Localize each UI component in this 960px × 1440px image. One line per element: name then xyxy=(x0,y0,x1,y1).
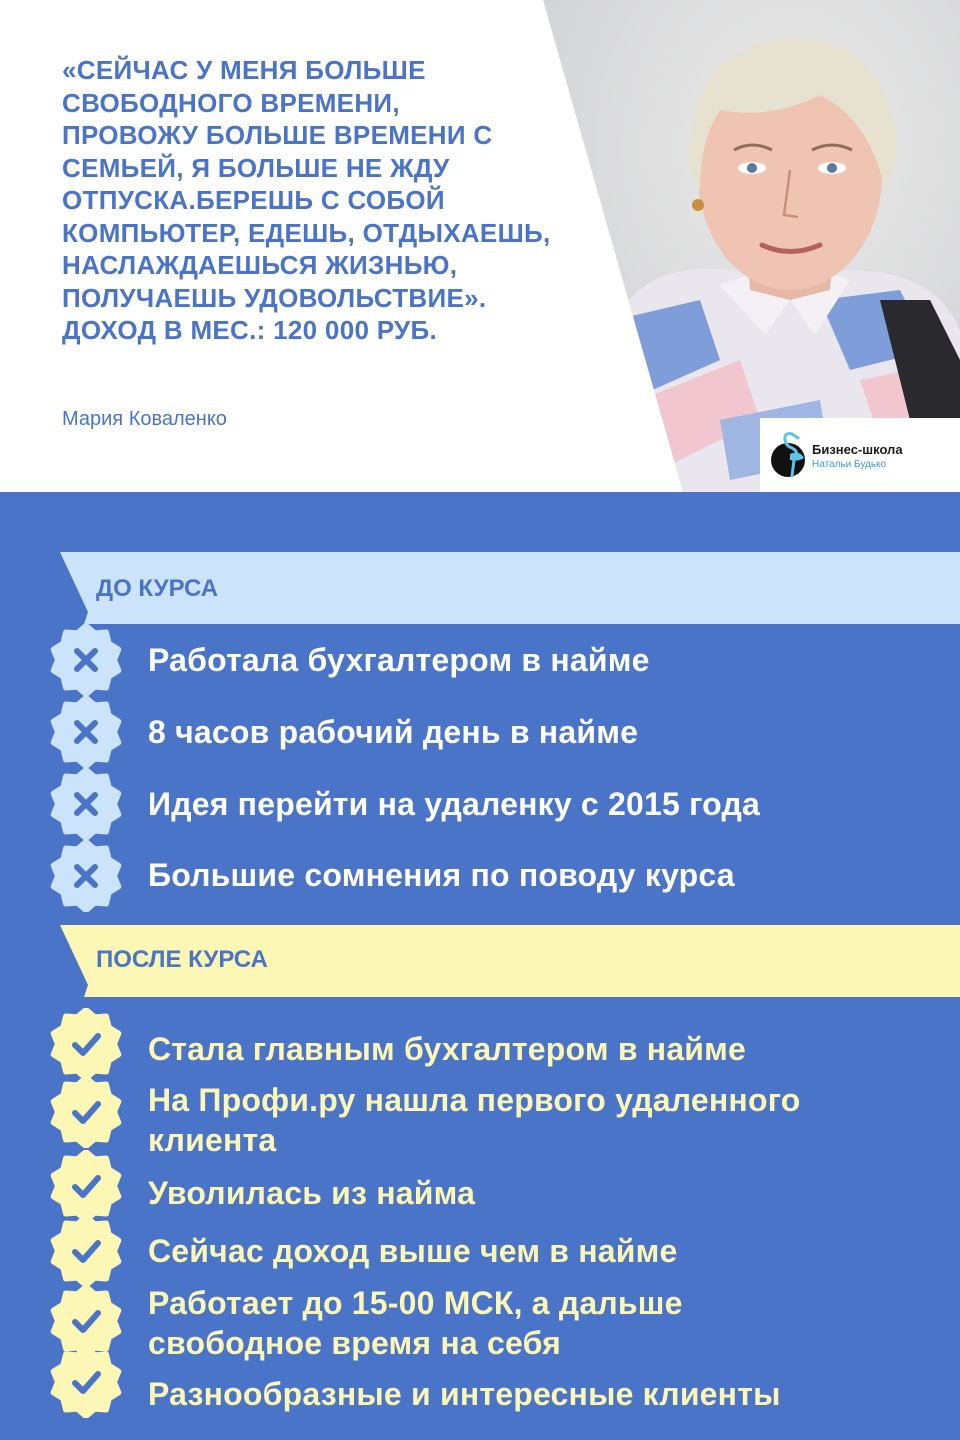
logo-title: Бизнес-школа xyxy=(812,442,903,457)
testimonial-quote: «СЕЙЧАС У МЕНЯ БОЛЬШЕ СВОБОДНОГО ВРЕМЕНИ, ПРОВОЖУ БОЛЬШЕ ВРЕМЕНИ С СЕМЬЕЙ, Я БОЛЬШЕ НЕ ЖДУ ОТПУСКА.БЕРЕШЬ С СОБОЙ КОМПЬЮТЕР, ЕДЕШЬ, ОТДЫХАЕШЬ, НАСЛАЖДАЕШЬСЯ ЖИЗНЬЮ, ПОЛУЧАЕШЬ УДОВОЛЬСТВИЕ». ДОХОД В МЕС.: 120 000 РУБ. xyxy=(62,55,551,345)
list-item: Идея перейти на удаленку с 2015 года xyxy=(148,786,761,822)
testimonial-author: Мария Коваленко xyxy=(62,408,227,430)
list-item: 8 часов рабочий день в найме xyxy=(148,714,639,750)
list-item: На Профи.ру нашла первого удаленного клиента xyxy=(148,1082,801,1158)
after-title: ПОСЛЕ КУРСА xyxy=(96,946,268,973)
check-badge-icon xyxy=(50,1008,122,1080)
check-badge-icon xyxy=(50,1346,122,1418)
x-badge-icon xyxy=(50,768,122,840)
list-item: Работает до 15-00 МСК, а дальше свободное время на себя xyxy=(148,1285,683,1361)
list-item: Уволилась из найма xyxy=(148,1175,476,1211)
school-logo xyxy=(760,418,960,492)
list-item: Сейчас доход выше чем в найме xyxy=(148,1233,678,1269)
list-item: Работала бухгалтером в найме xyxy=(148,642,650,678)
list-item: Стала главным бухгалтером в найме xyxy=(148,1031,747,1067)
list-item: Разнообразные и интересные клиенты xyxy=(148,1376,781,1412)
logo-subtitle: Натальи Будько xyxy=(812,459,887,470)
check-badge-icon xyxy=(50,1150,122,1222)
x-badge-icon xyxy=(50,840,122,912)
x-badge-icon xyxy=(50,624,122,696)
before-title: ДО КУРСА xyxy=(96,575,219,602)
list-item: Большие сомнения по поводу курса xyxy=(148,857,735,893)
testimonial-section xyxy=(0,0,960,492)
check-badge-icon xyxy=(50,1076,122,1148)
flamingo-icon xyxy=(770,426,810,482)
check-badge-icon xyxy=(50,1215,122,1287)
x-badge-icon xyxy=(50,696,122,768)
